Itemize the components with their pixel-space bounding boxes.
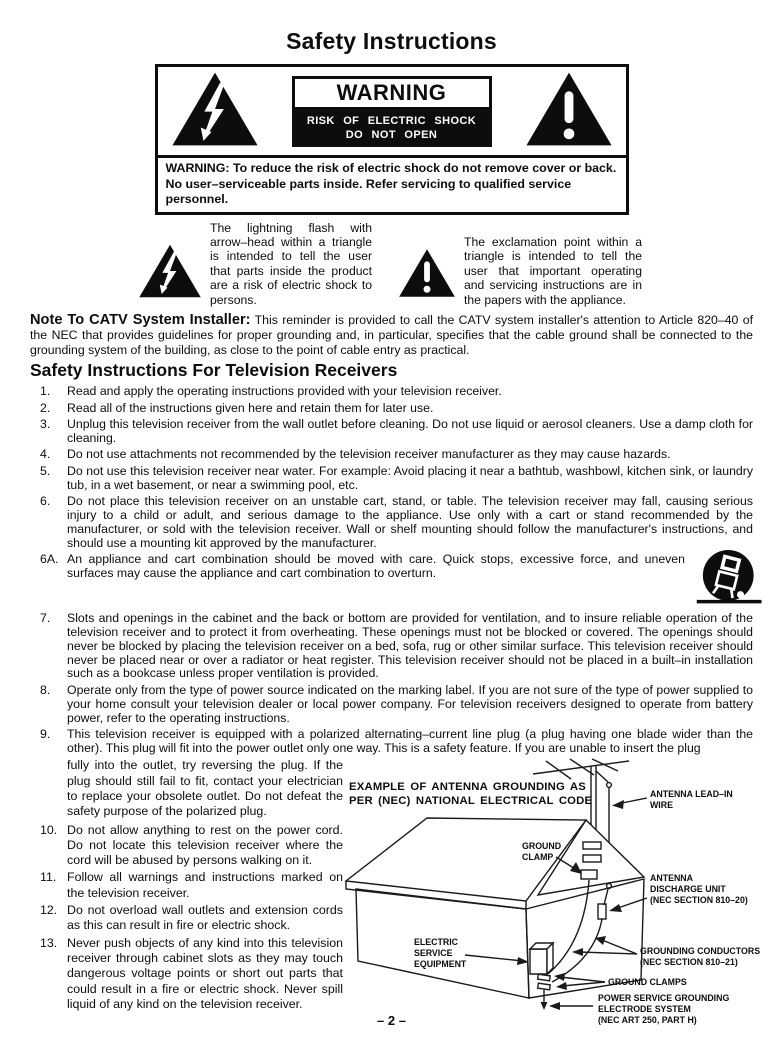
catv-installer-note xyxy=(30,313,753,357)
item-text: Unplug this television receiver from the wall outlet before cleaning. Do not use liquid or aerosol cleaners. Use a damp cloth for cleaning. xyxy=(67,417,753,446)
diagram-label-antenna-lead-in-wire: ANTENNA LEAD–IN WIRE xyxy=(650,789,733,810)
item-text: Read all of the instructions given here and retain them for later use. xyxy=(67,400,434,415)
item-number: 8. xyxy=(40,682,51,697)
tipping-cart-warning-icon xyxy=(695,549,765,607)
item-text: An appliance and cart combination should be moved with care. Quick stops, excessive force, and uneven surfaces may cause the appliance and cart combination to overturn. xyxy=(67,553,753,609)
item-text: Do not allow anything to rest on the power cord. Do not locate this television receiver where the cord will be abused by persons walking on it. xyxy=(67,822,343,868)
item9-continuation: fully into the outlet, try reversing the plug. If the plug should still fail to fit, contact your electrician to replace your obsolete outlet. Do not defeat the safety purpose of the polarized plug. xyxy=(67,758,343,819)
lightning-bolt-triangle-icon xyxy=(170,70,260,153)
catv-note-text: This reminder is provided to call the CATV system installer's attention to Article 820–40 of the NEC that provides guidelines for proper grounding and, in particular, specifies that the cable ground shall be connected to the grounding system of the building, as close to the point of cable entry as practical. xyxy=(30,312,753,357)
exclamation-triangle-icon xyxy=(524,70,614,153)
item-text: Do not overload wall outlets and extension cords as this can result in fire or electric shock. xyxy=(67,903,343,933)
item-text: Slots and openings in the cabinet and the back or bottom are provided for ventilation, and to insure reliable operation of the television receiver and to protect it from overheating. These openings must not be blocked or covered. The openings should never be blocked by placing the television receiver on a bed, sofa, rug or other similar surface. This television receiver should never be placed near or over a radiator or heat register. This television receiver should not be placed in a built–in installation such as a bookcase unless proper ventilation is provided. xyxy=(67,610,753,681)
warning-label: WARNING xyxy=(292,76,492,110)
item-text: Operate only from the type of power source indicated on the marking label. If you are not sure of the type of power supplied to your home consult your television dealer or local power company. For television receivers designed to operate from battery power, refer to the operating instructions. xyxy=(67,682,753,725)
item-number: 9. xyxy=(40,727,51,742)
item-number: 5. xyxy=(40,463,51,478)
diagram-label-grounding-conductors: GROUNDING CONDUCTORS (NEC SECTION 810–21) xyxy=(640,946,761,967)
exclamation-triangle-icon xyxy=(398,246,456,305)
list-item xyxy=(40,870,343,901)
warning-statement: WARNING: To reduce the risk of electric shock do not remove cover or back. No user–serviceable parts inside. Refer servicing to qualified service personnel. xyxy=(158,155,626,212)
item-number: 2. xyxy=(40,400,51,415)
safety-instructions-list xyxy=(40,385,753,756)
section-heading: Safety Instructions For Television Receivers xyxy=(30,360,398,381)
lightning-symbol-explanation: The lightning flash with arrow–head within a triangle is intended to tell the user that parts inside the product are a risk of electric shock to persons. xyxy=(210,220,372,307)
antenna-grounding-diagram xyxy=(343,758,783,1045)
lightning-bolt-triangle-icon xyxy=(138,242,202,305)
exclamation-symbol-explanation: The exclamation point within a triangle is intended to tell the user that important operating and servicing instructions are in the papers with the appliance. xyxy=(464,234,642,307)
list-item xyxy=(40,936,343,1012)
item-text: Do not use this television receiver near water. For example: Avoid placing it near a bathtub, washbowl, kitchen sink, or laundry tub, in a wet basement, or near a swimming pool, etc. xyxy=(67,463,753,492)
list-item xyxy=(40,448,753,462)
item-number: 7. xyxy=(40,610,51,625)
item-number: 1. xyxy=(40,384,51,399)
item-text: Do not place this television receiver on an unstable cart, stand, or table. The television receiver may fall, causing serious injury to a child or adult, and serious damage to the appliance. Use only with a cart or stand recommended by the manufacturer, or sold with the television receiver. Wall or shelf mounting should follow the manufacturer's instructions, and should use a mounting kit approved by the manufacturer. xyxy=(67,494,753,550)
list-item xyxy=(40,465,753,493)
list-item xyxy=(40,823,343,869)
item-text: Never push objects of any kind into this television receiver through cabinet slots as they may touch dangerous voltage points or short out parts that could result in a fire or electric shock. Never spill liquid of any kind on the television receiver. xyxy=(67,935,343,1011)
diagram-label-antenna-discharge-unit: ANTENNA DISCHARGE UNIT (NEC SECTION 810–20) xyxy=(650,873,748,905)
bottom-columns xyxy=(40,758,783,1045)
list-item xyxy=(40,612,753,682)
page-title: Safety Instructions xyxy=(286,28,497,54)
list-item xyxy=(40,402,753,416)
list-item xyxy=(40,684,753,726)
diagram-label-electric-service-equipment: ELECTRIC SERVICE EQUIPMENT xyxy=(414,937,467,969)
item-text: Do not use attachments not recommended by the television receiver manufacturer as they may cause hazards. xyxy=(67,447,671,462)
item-number: 11. xyxy=(40,870,57,885)
diagram-label-ground-clamps: GROUND CLAMPS xyxy=(608,977,687,988)
diagram-label-power-service-grounding: POWER SERVICE GROUNDING ELECTRODE SYSTEM (NEC ART 250, PART H) xyxy=(598,993,730,1025)
diagram-title: EXAMPLE OF ANTENNA GROUNDING AS PER (NEC) NATIONAL ELECTRICAL CODE xyxy=(349,781,593,807)
symbol-explanations xyxy=(138,221,753,307)
catv-note-label: Note To CATV System Installer: xyxy=(30,311,251,328)
item-number: 6A. xyxy=(40,552,59,567)
item-text: Read and apply the operating instructions provided with your television receiver. xyxy=(67,384,502,399)
item-number: 4. xyxy=(40,447,51,462)
item-number: 3. xyxy=(40,417,51,432)
electric-shock-warning-box xyxy=(155,64,629,215)
diagram-label-ground-clamp: GROUND CLAMP xyxy=(522,841,562,862)
item-number: 6. xyxy=(40,494,51,509)
list-item xyxy=(40,553,753,609)
list-item xyxy=(40,495,753,551)
item-number: 12. xyxy=(40,903,58,918)
item-number: 10. xyxy=(40,822,58,837)
list-item xyxy=(40,903,343,934)
list-item xyxy=(40,728,753,756)
left-text-column xyxy=(40,758,343,1045)
item-text: This television receiver is equipped with a polarized alternating–current line plug (a plug having one blade wider than the other). This plug will fit into the power outlet only one way. This is a safety feature. If you are unable to insert the plug xyxy=(67,727,753,755)
item-number: 13. xyxy=(40,935,58,950)
list-item xyxy=(40,418,753,446)
page-number: – 2 – xyxy=(377,1013,406,1028)
list-item xyxy=(40,385,753,399)
item-text: Follow all warnings and instructions marked on the television receiver. xyxy=(67,870,343,900)
risk-label: RISK OF ELECTRIC SHOCK DO NOT OPEN xyxy=(292,110,492,147)
